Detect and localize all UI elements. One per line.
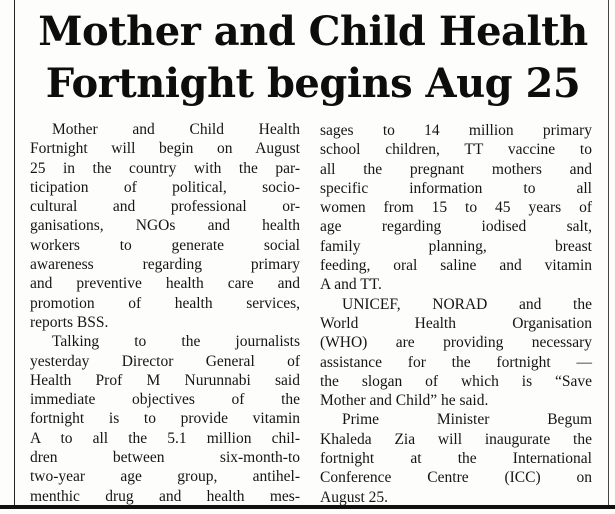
article-text-line: Talking to the journalists bbox=[52, 333, 300, 351]
article-text-line: ticipation of political, socio- bbox=[30, 178, 300, 196]
article-text-line: (WHO) are providing necessary bbox=[320, 334, 592, 352]
article-text-line: the slogan of which is “Save bbox=[320, 372, 592, 390]
article-text-line: school children, TT vaccine to bbox=[320, 141, 592, 159]
article-text-line: sages to 14 million primary bbox=[320, 122, 592, 139]
article-text-line: A and TT. bbox=[320, 276, 382, 294]
article-text-line: menthic drug and health mes- bbox=[30, 487, 300, 505]
article-text-line: reports BSS. bbox=[30, 313, 109, 331]
article-column-right bbox=[320, 121, 592, 507]
article-text-line: fortnight is to provide vitamin bbox=[30, 410, 300, 428]
article-text-line: and preventive health care and bbox=[30, 275, 300, 293]
article-text-line: workers to generate social bbox=[30, 236, 300, 254]
article-text-line: A to all the 5.1 million chil- bbox=[30, 429, 300, 447]
left-column-rule bbox=[14, 0, 15, 505]
article-text-line: fortnight at the International bbox=[320, 450, 592, 468]
headline-line-1: Mother and Child Health bbox=[38, 8, 588, 55]
article-text-line: Mother and Child” he said. bbox=[320, 392, 489, 410]
article-text-line: yesterday Director General of bbox=[30, 352, 300, 370]
article-text-line: 25 in the country with the par- bbox=[30, 159, 300, 177]
article-text-line: Conference Centre (ICC) on bbox=[320, 469, 592, 487]
article-text-line: feeding, oral saline and vitamin bbox=[320, 257, 592, 275]
article-text-line: promotion of health services, bbox=[30, 294, 300, 312]
article-text-line: immediate objectives of the bbox=[30, 391, 300, 409]
article-text-line: two-year age group, antihel- bbox=[30, 468, 300, 486]
article-text-line: specific information to all bbox=[320, 179, 592, 197]
article-text-line: family planning, breast bbox=[320, 237, 592, 255]
article-text-line: ganisations, NGOs and health bbox=[30, 217, 300, 235]
article-headline bbox=[18, 6, 608, 110]
article-text-line: Fortnight will begin on August bbox=[30, 140, 300, 158]
article-text-line: assistance for the fortnight — bbox=[320, 353, 592, 371]
article-column-left bbox=[30, 120, 300, 506]
article-text-line: awareness regarding primary bbox=[30, 256, 300, 274]
article-text-line: World Health Organisation bbox=[320, 314, 592, 332]
article-text-line: women from 15 to 45 years of bbox=[320, 199, 592, 217]
article-text-line: Khaleda Zia will inaugurate the bbox=[320, 430, 592, 448]
right-edge-rule bbox=[608, 0, 609, 505]
headline-line-2: Fortnight begins Aug 25 bbox=[45, 60, 581, 107]
article-text-line: all the pregnant mothers and bbox=[320, 160, 592, 178]
article-text-line: cultural and professional or- bbox=[30, 198, 300, 216]
article-text-line: UNICEF, NORAD and the bbox=[342, 295, 592, 313]
article-text-line: Mother and Child Health bbox=[52, 121, 300, 138]
article-text-line: dren between six-month-to bbox=[30, 449, 300, 467]
article-text-line: August 25. bbox=[320, 488, 389, 506]
article-text-line: Health Prof M Nurunnabi said bbox=[30, 371, 300, 389]
article-text-line: Prime Minister Begum bbox=[342, 411, 592, 429]
article-text-line: age regarding iodised salt, bbox=[320, 218, 592, 236]
